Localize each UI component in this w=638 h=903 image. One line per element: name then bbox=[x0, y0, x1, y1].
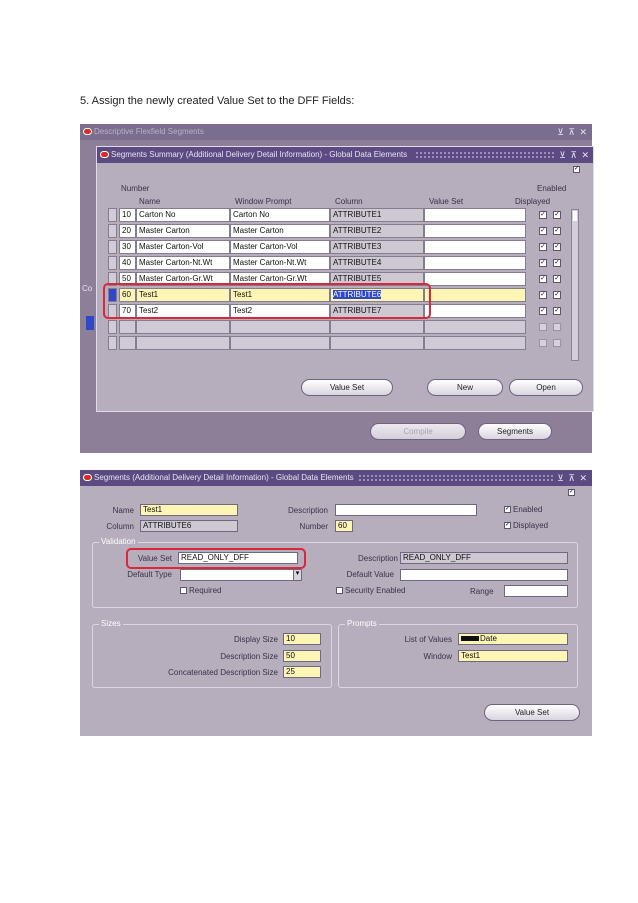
enabled-checkbox[interactable]: ✓ bbox=[505, 506, 511, 512]
enabled-checkbox[interactable] bbox=[539, 339, 547, 347]
cell-column[interactable]: ATTRIBUTE4 bbox=[330, 256, 424, 270]
cell-value-set[interactable] bbox=[424, 240, 526, 254]
cell-prompt[interactable]: Carton No bbox=[230, 208, 330, 222]
name-field[interactable]: Test1 bbox=[140, 504, 238, 516]
cell-value-set[interactable] bbox=[424, 336, 526, 350]
dropdown-arrow-icon[interactable]: ▾ bbox=[293, 569, 302, 581]
cell-name[interactable] bbox=[136, 336, 230, 350]
col-header-enabled: Enabled bbox=[537, 184, 567, 193]
cell-column[interactable]: ATTRIBUTE1 bbox=[330, 208, 424, 222]
highlight-value-set bbox=[126, 548, 306, 569]
cell-number[interactable]: 60 bbox=[119, 288, 136, 302]
default-value-label: Default Value bbox=[346, 570, 394, 579]
summary-toolbar-check-icon[interactable]: ✓ bbox=[574, 166, 580, 172]
cell-prompt[interactable]: Master Carton-Gr.Wt bbox=[230, 272, 330, 286]
displayed-checkbox[interactable]: ✓ bbox=[554, 243, 560, 250]
security-enabled-checkbox[interactable] bbox=[336, 587, 343, 594]
column-field: ATTRIBUTE6 bbox=[140, 520, 238, 532]
enabled-checkbox[interactable]: ✓ bbox=[540, 227, 546, 234]
table-row[interactable] bbox=[107, 319, 577, 335]
outer-window-title: Descriptive Flexfield Segments bbox=[94, 127, 204, 136]
range-field[interactable] bbox=[504, 585, 568, 597]
cell-number[interactable]: 10 bbox=[119, 208, 136, 222]
row-selector[interactable] bbox=[108, 240, 117, 254]
required-label: Required bbox=[189, 586, 222, 595]
validation-description-label: Description bbox=[357, 554, 398, 563]
cell-prompt[interactable]: Master Carton-Vol bbox=[230, 240, 330, 254]
enabled-checkbox[interactable]: ✓ bbox=[540, 243, 546, 250]
summary-titlebar bbox=[97, 147, 593, 163]
enabled-checkbox[interactable]: ✓ bbox=[540, 275, 546, 282]
cell-prompt[interactable]: Test1 bbox=[230, 288, 330, 302]
column-label: Column bbox=[106, 522, 134, 531]
cell-column[interactable] bbox=[330, 336, 424, 350]
security-enabled-label: Security Enabled bbox=[345, 586, 406, 595]
col-header-column: Column bbox=[335, 197, 363, 206]
segment-toolbar-check-icon[interactable]: ✓ bbox=[569, 489, 575, 495]
cell-number[interactable] bbox=[119, 320, 136, 334]
cell-number[interactable] bbox=[119, 336, 136, 350]
cell-name[interactable]: Master Carton bbox=[136, 224, 230, 238]
table-row[interactable] bbox=[107, 207, 577, 223]
segments-button[interactable]: Segments bbox=[478, 423, 552, 440]
cell-prompt[interactable]: Master Carton-Nt.Wt bbox=[230, 256, 330, 270]
cell-value-set[interactable] bbox=[424, 304, 526, 318]
highlight-new-rows bbox=[103, 283, 431, 319]
col-header-displayed: Displayed bbox=[515, 197, 551, 206]
outer-window-controls-icon[interactable]: ⊻ ⊼ ✕ bbox=[557, 127, 588, 137]
summary-title: Segments Summary (Additional Delivery Detail Information) - Global Data Elements bbox=[111, 150, 408, 159]
segments-summary-screenshot bbox=[80, 124, 592, 453]
cell-name[interactable]: Test2 bbox=[136, 304, 230, 318]
oracle-logo-icon bbox=[83, 128, 92, 135]
concat-size-field[interactable]: 25 bbox=[283, 666, 321, 678]
window-label: Window bbox=[423, 652, 452, 661]
enabled-checkbox[interactable]: ✓ bbox=[540, 259, 546, 266]
concat-size-label: Concatenated Description Size bbox=[168, 668, 278, 677]
titlebar-pattern bbox=[415, 151, 555, 159]
segments-summary-window bbox=[96, 146, 594, 412]
enabled-checkbox[interactable] bbox=[539, 323, 547, 331]
row-selector[interactable] bbox=[108, 320, 117, 334]
grid-scrollbar[interactable] bbox=[571, 209, 579, 361]
obscured-selection-marker bbox=[86, 316, 94, 330]
displayed-checkbox[interactable]: ✓ bbox=[554, 291, 560, 298]
segment-detail-screenshot bbox=[80, 470, 592, 736]
cell-prompt[interactable] bbox=[230, 320, 330, 334]
cell-value-set[interactable] bbox=[424, 320, 526, 334]
value-set-button[interactable]: Value Set bbox=[484, 704, 580, 721]
displayed-checkbox[interactable] bbox=[553, 339, 561, 347]
cell-number[interactable]: 20 bbox=[119, 224, 136, 238]
col-header-window-prompt: Window Prompt bbox=[235, 197, 292, 206]
oracle-logo-icon bbox=[83, 474, 92, 481]
col-header-number: Number bbox=[121, 184, 150, 193]
cell-value-set[interactable] bbox=[424, 288, 526, 302]
cell-value-set[interactable] bbox=[424, 272, 526, 286]
cell-column[interactable]: ATTRIBUTE7 bbox=[330, 304, 424, 318]
cell-column[interactable]: ATTRIBUTE3 bbox=[330, 240, 424, 254]
row-selector[interactable] bbox=[108, 208, 117, 222]
default-value-field[interactable] bbox=[400, 569, 568, 581]
table-row[interactable] bbox=[107, 255, 577, 271]
row-selector[interactable] bbox=[108, 256, 117, 270]
displayed-checkbox[interactable] bbox=[553, 323, 561, 331]
value-set-label: Value Set bbox=[137, 554, 172, 563]
displayed-checkbox[interactable]: ✓ bbox=[554, 227, 560, 234]
number-label: Number bbox=[299, 522, 328, 531]
segment-window-title: Segments (Additional Delivery Detail Information) - Global Data Elements bbox=[94, 473, 354, 482]
cell-name[interactable]: Test1 bbox=[136, 288, 230, 302]
description-field[interactable] bbox=[335, 504, 477, 516]
list-of-values-value: Date bbox=[480, 634, 497, 643]
cell-column[interactable] bbox=[330, 320, 424, 334]
obscured-label: Co bbox=[82, 284, 93, 293]
segment-titlebar bbox=[80, 470, 592, 486]
cell-prompt[interactable]: Test2 bbox=[230, 304, 330, 318]
cell-number[interactable]: 30 bbox=[119, 240, 136, 254]
col-header-value-set: Value Set bbox=[429, 197, 464, 206]
displayed-label: Displayed bbox=[513, 521, 549, 530]
enabled-label: Enabled bbox=[513, 505, 543, 514]
cell-name[interactable] bbox=[136, 320, 230, 334]
displayed-checkbox[interactable]: ✓ bbox=[554, 275, 560, 282]
required-checkbox[interactable] bbox=[180, 587, 187, 594]
outer-window-titlebar bbox=[80, 124, 592, 140]
compile-button[interactable]: Compile bbox=[370, 423, 466, 440]
window-field[interactable]: Test1 bbox=[458, 650, 568, 662]
displayed-checkbox[interactable]: ✓ bbox=[554, 307, 560, 314]
range-label: Range bbox=[470, 587, 494, 596]
displayed-checkbox[interactable]: ✓ bbox=[554, 259, 560, 266]
open-button[interactable]: Open bbox=[509, 379, 583, 396]
table-row[interactable] bbox=[107, 223, 577, 239]
name-label: Name bbox=[112, 506, 134, 515]
row-selector[interactable] bbox=[108, 224, 117, 238]
description-label: Description bbox=[287, 506, 328, 515]
cell-name[interactable]: Master Carton-Gr.Wt bbox=[136, 272, 230, 286]
row-selector[interactable] bbox=[108, 336, 117, 350]
default-type-field[interactable] bbox=[180, 569, 294, 581]
selected-text: ATTRIBUTE6 bbox=[333, 290, 382, 299]
cell-column[interactable]: ATTRIBUTE5 bbox=[330, 272, 424, 286]
enabled-checkbox[interactable]: ✓ bbox=[540, 291, 546, 298]
cell-value-set[interactable] bbox=[424, 224, 526, 238]
cell-prompt[interactable] bbox=[230, 336, 330, 350]
cell-column[interactable]: ATTRIBUTE2 bbox=[330, 224, 424, 238]
scrollbar-thumb[interactable] bbox=[573, 211, 577, 221]
displayed-checkbox[interactable]: ✓ bbox=[554, 211, 560, 218]
enabled-checkbox[interactable]: ✓ bbox=[540, 211, 546, 218]
cell-number[interactable]: 70 bbox=[119, 304, 136, 318]
cell-prompt[interactable]: Master Carton bbox=[230, 224, 330, 238]
col-header-name: Name bbox=[139, 197, 161, 206]
value-set-field[interactable]: READ_ONLY_DFF bbox=[178, 552, 298, 564]
oracle-logo-icon bbox=[100, 151, 109, 158]
description-size-label: Description Size bbox=[220, 652, 278, 661]
cell-name[interactable]: Master Carton-Nt.Wt bbox=[136, 256, 230, 270]
cell-name[interactable]: Master Carton-Vol bbox=[136, 240, 230, 254]
sizes-title: Sizes bbox=[101, 619, 121, 628]
validation-description-field: READ_ONLY_DFF bbox=[400, 552, 568, 564]
cell-value-set[interactable] bbox=[424, 208, 526, 222]
step-heading: 5. Assign the newly created Value Set to the DFF Fields: bbox=[80, 95, 355, 107]
validation-title: Validation bbox=[101, 537, 136, 546]
display-size-field[interactable]: 10 bbox=[283, 633, 321, 645]
table-row[interactable] bbox=[107, 239, 577, 255]
cell-name[interactable]: Carton No bbox=[136, 208, 230, 222]
cell-value-set[interactable] bbox=[424, 256, 526, 270]
redacted-mark bbox=[461, 636, 479, 641]
list-of-values-field[interactable] bbox=[458, 633, 568, 645]
display-size-label: Display Size bbox=[233, 635, 278, 644]
titlebar-pattern bbox=[358, 474, 554, 482]
value-set-button[interactable]: Value Set bbox=[301, 379, 393, 396]
list-of-values-label: List of Values bbox=[404, 635, 452, 644]
default-type-label: Default Type bbox=[127, 570, 172, 579]
displayed-checkbox[interactable]: ✓ bbox=[505, 522, 511, 528]
description-size-field[interactable]: 50 bbox=[283, 650, 321, 662]
prompts-title: Prompts bbox=[347, 619, 377, 628]
segment-window-controls-icon[interactable]: ⊻ ⊼ ✕ bbox=[557, 473, 588, 483]
summary-window-controls-icon[interactable]: ⊻ ⊼ ✕ bbox=[559, 150, 590, 160]
number-field[interactable]: 60 bbox=[335, 520, 353, 532]
new-button[interactable]: New bbox=[427, 379, 503, 396]
enabled-checkbox[interactable]: ✓ bbox=[540, 307, 546, 314]
table-row[interactable] bbox=[107, 335, 577, 351]
cell-number[interactable]: 50 bbox=[119, 272, 136, 286]
cell-number[interactable]: 40 bbox=[119, 256, 136, 270]
